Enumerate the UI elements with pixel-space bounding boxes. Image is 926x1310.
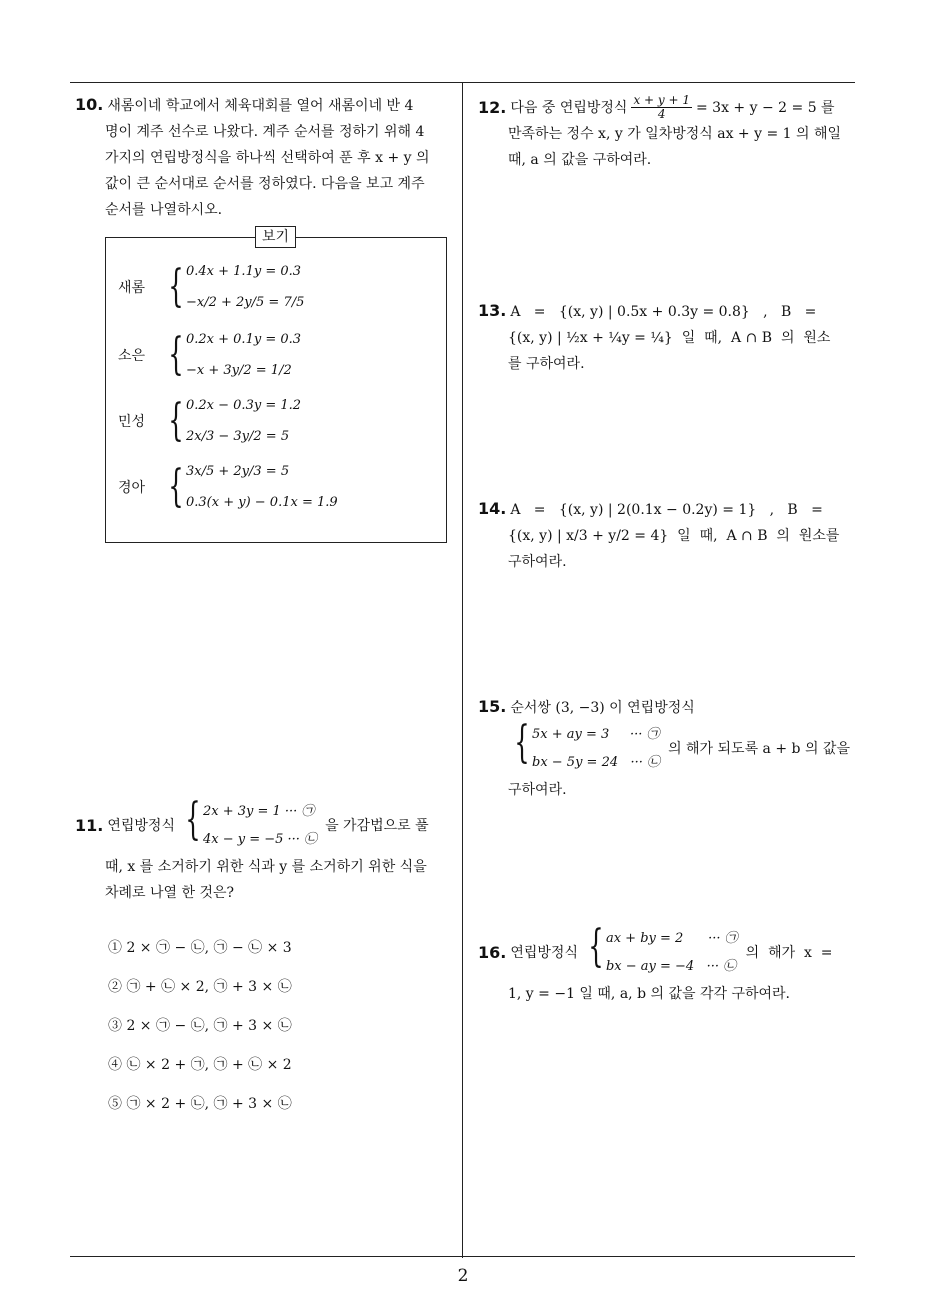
system-name: 소은: [118, 348, 146, 364]
q15-line: 순서쌍 (3, −3) 이 연립방정식: [510, 700, 695, 716]
equation: 0.4x + 1.1y = 0.3: [186, 264, 302, 279]
equation: 0.2x − 0.3y = 1.2: [186, 398, 302, 413]
q14-line: {(x, y) | x/3 + y/2 = 4} 일 때, A ∩ B 의 원소를: [508, 528, 840, 544]
equation: −x/2 + 2y/5 = 7/5: [186, 295, 305, 310]
q10-line: 가지의 연립방정식을 하나씩 선택하여 푼 후 x + y 의: [105, 150, 430, 166]
choice-4[interactable]: ④ ㉡ × 2 + ㉠, ㉠ + ㉡ × 2: [108, 1057, 292, 1073]
q12-text: 다음 중 연립방정식: [510, 99, 628, 116]
q11-line: 때, x 를 소거하기 위한 식과 y 를 소거하기 위한 식을: [105, 859, 427, 875]
q10-line: 명이 계주 선수로 나왔다. 계주 순서를 정하기 위해 4: [105, 124, 425, 140]
q13-line: A = {(x, y) | 0.5x + 0.3y = 0.8} , B =: [510, 304, 817, 320]
question-16: [478, 921, 860, 1007]
equation: 4x − y = −5 ··· ㉡: [202, 832, 318, 847]
system-soeun: [118, 324, 301, 386]
equation: 2x + 3y = 1 ··· ㉠: [202, 804, 315, 819]
equation: 0.2x + 0.1y = 0.3: [186, 332, 302, 347]
q11-suffix: 을 가감법으로 풀: [325, 818, 429, 834]
brace: {: [514, 717, 530, 768]
page-number: 2: [457, 1266, 469, 1286]
bottom-rule: [70, 1256, 855, 1257]
q13-line: 를 구하여라.: [508, 356, 585, 372]
question-10: [75, 92, 460, 223]
q10-line: 새롬이네 학교에서 체육대회를 열어 새롬이네 반 4: [107, 98, 414, 114]
equation: 0.3(x + y) − 0.1x = 1.9: [186, 495, 338, 510]
question-number: 15.: [478, 697, 507, 716]
question-number: 11.: [75, 816, 104, 835]
fraction-numerator: x + y + 1: [633, 93, 690, 107]
question-12: [478, 94, 860, 173]
example-box-title: 보기: [255, 226, 296, 248]
question-number: 16.: [478, 943, 507, 962]
choice-2[interactable]: ② ㉠ + ㉡ × 2, ㉠ + 3 × ㉡: [108, 979, 292, 995]
equation: 3x/5 + 2y/3 = 5: [186, 464, 290, 479]
equation: 2x/3 − 3y/2 = 5: [186, 429, 290, 444]
system-saerom: [118, 256, 304, 318]
question-13: [478, 298, 860, 377]
brace: {: [168, 395, 184, 446]
q14-line: A = {(x, y) | 2(0.1x − 0.2y) = 1} , B =: [510, 502, 823, 518]
q15-suffix: 의 해가 되도록 a + b 의 값을: [668, 741, 850, 757]
choice-1[interactable]: ① 2 × ㉠ − ㉡, ㉠ − ㉡ × 3: [108, 940, 292, 956]
brace: {: [168, 461, 184, 512]
brace: {: [588, 921, 604, 972]
brace: {: [168, 329, 184, 380]
q16-line: 1, y = −1 일 때, a, b 의 값을 각각 구하여라.: [508, 986, 791, 1002]
q16-prefix: 연립방정식: [510, 945, 578, 961]
q12-text: = 3x + y − 2 = 5 를: [696, 99, 835, 116]
brace: {: [185, 794, 201, 845]
q11-line: 차례로 나열 한 것은?: [105, 885, 235, 901]
q11-prefix: 연립방정식: [107, 818, 175, 834]
q13-line: {(x, y) | ½x + ¼y = ¼} 일 때, A ∩ B 의 원소: [508, 330, 831, 346]
question-number: 12.: [478, 97, 507, 117]
question-number: 10.: [75, 95, 104, 114]
q15-line: 구하여라.: [508, 782, 567, 798]
brace: {: [168, 261, 184, 312]
question-15: [478, 694, 860, 803]
system-minseong: [118, 390, 301, 452]
choice-3[interactable]: ③ 2 × ㉠ − ㉡, ㉠ + 3 × ㉡: [108, 1018, 292, 1034]
q16-suffix: 의 해가 x =: [745, 945, 833, 961]
q12-line: 때, a 의 값을 구하여라.: [508, 152, 652, 168]
question-11: [75, 794, 460, 906]
q10-line: 순서를 나열하시오.: [105, 202, 223, 218]
equation: ax + by = 2 ··· ㉠: [605, 931, 738, 946]
equation: 5x + ay = 3 ··· ㉠: [532, 727, 660, 742]
choice-5[interactable]: ⑤ ㉠ × 2 + ㉡, ㉠ + 3 × ㉡: [108, 1096, 292, 1112]
question-number: 14.: [478, 499, 507, 518]
q12-line: 만족하는 정수 x, y 가 일차방정식 ax + y = 1 의 해일: [508, 126, 842, 142]
system-name: 경아: [118, 480, 146, 496]
question-14: [478, 496, 860, 575]
question-number: 13.: [478, 301, 507, 320]
equation: −x + 3y/2 = 1/2: [186, 363, 292, 378]
q10-line: 값이 큰 순서대로 순서를 정하였다. 다음을 보고 계주: [105, 176, 425, 192]
column-divider: [462, 83, 463, 1258]
q14-line: 구하여라.: [508, 554, 567, 570]
equation: bx − 5y = 24 ··· ㉡: [532, 755, 661, 770]
fraction: [631, 94, 692, 121]
fraction-denominator: 4: [657, 107, 666, 121]
system-gyeonga: [118, 456, 338, 518]
equation: bx − ay = −4 ··· ㉡: [605, 959, 737, 974]
system-name: 민성: [118, 414, 146, 430]
system-name: 새롬: [118, 280, 146, 296]
